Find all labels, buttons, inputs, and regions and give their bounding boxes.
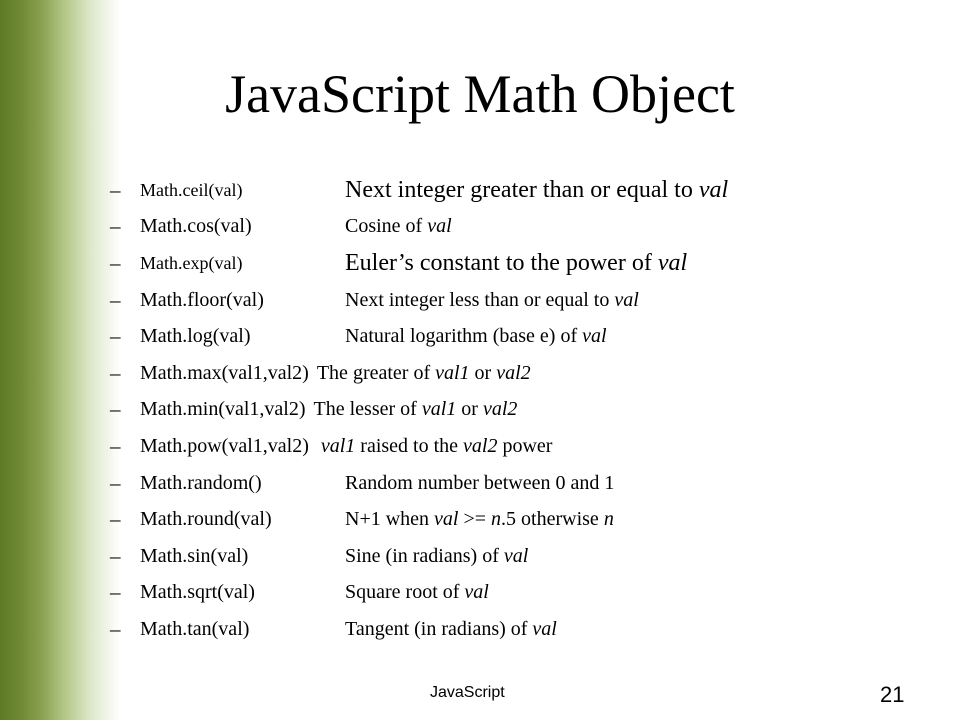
bullet-dash: – <box>110 287 121 312</box>
function-name: Math.round(val) <box>140 508 272 531</box>
description-segment: val1 <box>320 434 356 457</box>
list-item <box>110 538 930 575</box>
slide-number: 21 <box>880 682 905 707</box>
description-segment: val <box>464 581 489 604</box>
description-segment: raised to the <box>355 434 464 457</box>
list-item <box>110 575 930 612</box>
function-name: Math.max(val1,val2) <box>140 361 309 384</box>
function-name: Math.cos(val) <box>140 215 252 238</box>
function-name: Math.random() <box>140 471 262 494</box>
description-segment: val <box>698 176 729 203</box>
description-segment: Euler’s constant to the power of <box>345 249 658 276</box>
function-name: Math.sqrt(val) <box>140 581 255 604</box>
bullet-dash: – <box>110 397 121 422</box>
bullet-dash: – <box>110 177 121 202</box>
function-description <box>345 581 489 604</box>
description-segment: or <box>456 398 483 421</box>
description-segment: Next integer greater than or equal to <box>345 176 699 203</box>
description-segment: val <box>582 325 607 348</box>
function-description <box>314 398 518 421</box>
description-segment: val2 <box>463 434 498 457</box>
list-item <box>110 282 930 319</box>
description-segment: val <box>427 215 452 238</box>
bullet-dash: – <box>110 616 121 641</box>
description-segment: Square root of <box>345 581 465 604</box>
function-description <box>345 250 687 277</box>
function-name: Math.exp(val) <box>140 252 243 273</box>
list-item <box>110 611 930 648</box>
function-list <box>110 172 930 648</box>
description-segment: Sine (in radians) of <box>345 544 504 567</box>
function-name: Math.tan(val) <box>140 617 250 640</box>
description-segment: val <box>532 617 557 640</box>
list-item <box>110 501 930 538</box>
list-item <box>110 428 930 465</box>
bullet-dash: – <box>110 580 121 605</box>
function-description <box>345 325 607 348</box>
description-segment: n <box>491 508 502 531</box>
function-description <box>345 289 639 312</box>
bullet-dash: – <box>110 470 121 495</box>
function-name: Math.min(val1,val2) <box>140 398 306 421</box>
description-segment: Random number between 0 and 1 <box>345 471 615 494</box>
description-segment: val <box>434 508 459 531</box>
description-segment: val2 <box>482 398 518 421</box>
list-item <box>110 318 930 355</box>
function-description <box>345 545 528 568</box>
function-description <box>317 362 531 385</box>
bullet-dash: – <box>110 507 121 532</box>
list-item <box>110 172 930 209</box>
description-segment: val1 <box>435 361 470 384</box>
function-description <box>321 435 553 458</box>
description-segment: val <box>614 288 639 311</box>
bullet-dash: – <box>110 360 121 385</box>
function-name: Math.ceil(val) <box>140 179 243 200</box>
bullet-dash: – <box>110 324 121 349</box>
description-segment: val <box>503 544 529 567</box>
bullet-dash: – <box>110 250 121 275</box>
bullet-dash: – <box>110 433 121 458</box>
description-segment: n <box>603 508 614 531</box>
function-name: Math.sin(val) <box>140 544 249 567</box>
function-name: Math.log(val) <box>140 325 251 348</box>
function-description <box>345 177 728 204</box>
function-name: Math.floor(val) <box>140 288 264 311</box>
function-description <box>345 472 614 495</box>
bullet-dash: – <box>110 543 121 568</box>
description-segment: N+1 when <box>345 508 435 531</box>
description-segment: Tangent (in radians) of <box>345 617 533 640</box>
description-segment: power <box>497 434 553 457</box>
slide-footer <box>0 682 960 712</box>
description-segment: The greater of <box>316 361 436 384</box>
description-segment: Next integer less than or equal to <box>345 288 615 311</box>
description-segment: val1 <box>421 398 457 421</box>
slide-title: JavaScript Math Object <box>225 64 735 124</box>
description-segment: val2 <box>496 361 531 384</box>
list-item <box>110 355 930 392</box>
description-segment: val <box>657 249 688 276</box>
description-segment: Cosine of <box>345 215 428 238</box>
list-item <box>110 392 930 429</box>
description-segment: .5 otherwise <box>501 508 604 531</box>
bullet-dash: – <box>110 214 121 239</box>
description-segment: The lesser of <box>313 398 422 421</box>
list-item <box>110 465 930 502</box>
function-description <box>345 618 557 641</box>
footer-label: JavaScript <box>430 684 505 701</box>
function-name: Math.pow(val1,val2) <box>140 434 309 457</box>
list-item <box>110 245 930 282</box>
description-segment: >= <box>458 508 492 531</box>
function-description <box>345 215 452 238</box>
function-description <box>345 508 614 531</box>
description-segment: or <box>469 361 497 384</box>
list-item <box>110 209 930 246</box>
description-segment: Natural logarithm (base e) of <box>345 325 583 348</box>
